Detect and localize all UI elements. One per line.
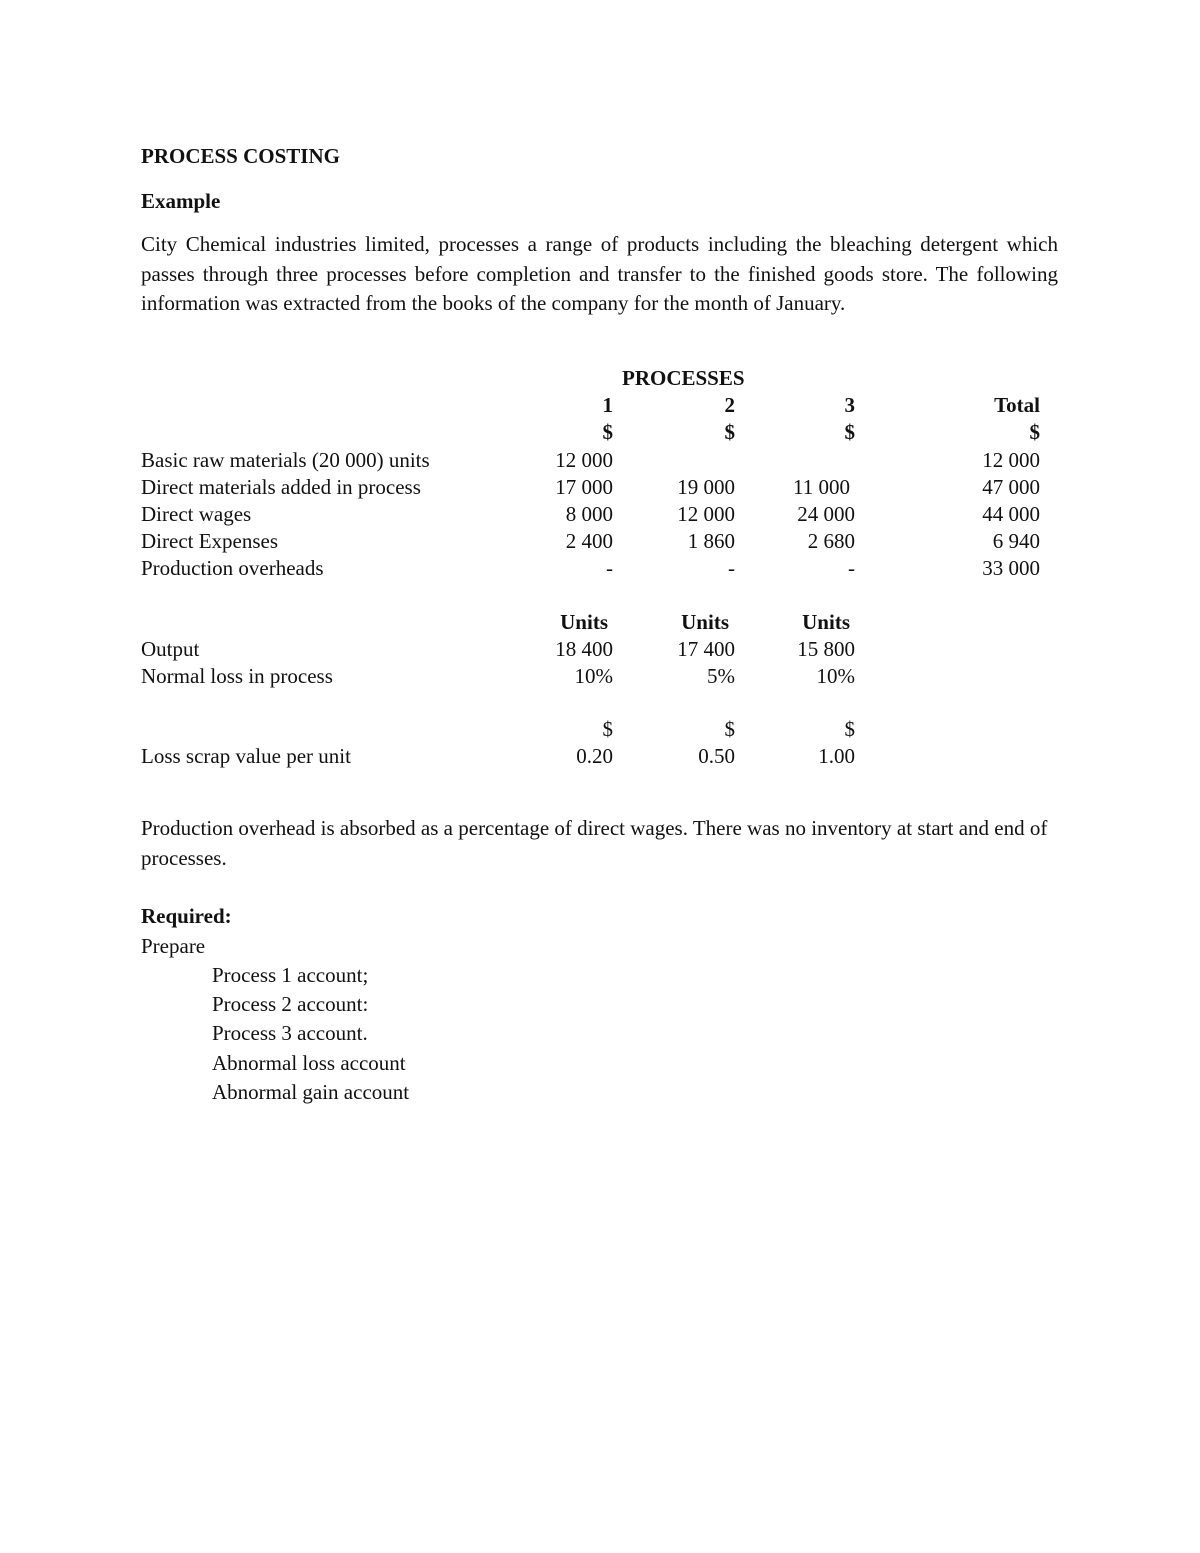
cell-output-3: 15 800: [797, 637, 855, 661]
cell-direct-wages-total: 44 000: [982, 502, 1040, 526]
units-header-1: Units: [560, 610, 608, 634]
intro-paragraph: City Chemical industries limited, processes a range of products including the bleaching detergent which passes through three processes before completion and transfer to the finished goods store. The following information was extracted from the books of the company for the month of January.: [141, 232, 1058, 315]
row-label-scrap-value: Loss scrap value per unit: [141, 744, 351, 768]
cell-direct-materials-3: 11 000: [793, 475, 850, 499]
row-label-production-overheads: Production overheads: [141, 556, 324, 580]
cell-direct-expenses-total: 6 940: [992, 529, 1040, 553]
currency-1: $: [602, 420, 613, 444]
required-item: Process 2 account:: [212, 992, 369, 1016]
row-label-direct-materials: Direct materials added in process: [141, 475, 421, 499]
col-header-1: 1: [602, 393, 613, 417]
cell-direct-wages-2: 12 000: [677, 502, 735, 526]
row-label-normal-loss: Normal loss in process: [141, 664, 333, 688]
row-label-direct-wages: Direct wages: [141, 502, 252, 526]
units-header-3: Units: [802, 610, 850, 634]
cell-scrap-1: 0.20: [576, 744, 613, 768]
required-item: Abnormal gain account: [212, 1080, 410, 1104]
cell-direct-materials-2: 19 000: [677, 475, 735, 499]
col-header-total: Total: [994, 393, 1040, 417]
cell-overheads-2: -: [728, 556, 735, 580]
cell-direct-expenses-1: 2 400: [565, 529, 613, 553]
cell-output-1: 18 400: [555, 637, 613, 661]
cell-scrap-3: 1.00: [818, 744, 855, 768]
required-item: Process 1 account;: [212, 963, 369, 987]
currency-total: $: [1029, 420, 1040, 444]
cell-direct-wages-1: 8 000: [565, 502, 613, 526]
cell-raw-materials-total: 12 000: [982, 448, 1040, 472]
required-item: Abnormal loss account: [212, 1051, 406, 1075]
row-label-direct-expenses: Direct Expenses: [141, 529, 279, 553]
currency-3: $: [844, 420, 855, 444]
cell-overheads-1: -: [606, 556, 613, 580]
page-title: PROCESS COSTING: [141, 144, 340, 168]
required-item: Process 3 account.: [212, 1021, 368, 1045]
cell-normal-loss-1: 10%: [574, 664, 613, 688]
cell-normal-loss-3: 10%: [816, 664, 855, 688]
cell-direct-expenses-2: 1 860: [687, 529, 735, 553]
cell-overheads-3: -: [848, 556, 855, 580]
cell-direct-materials-total: 47 000: [982, 475, 1040, 499]
prepare-label: Prepare: [141, 934, 206, 958]
cell-scrap-2: 0.50: [698, 744, 735, 768]
cell-direct-wages-3: 24 000: [797, 502, 855, 526]
currency-2: $: [724, 420, 735, 444]
scrap-currency-1: $: [602, 717, 613, 741]
cell-direct-expenses-3: 2 680: [807, 529, 855, 553]
processes-header: PROCESSES: [622, 366, 745, 390]
units-header-2: Units: [681, 610, 729, 634]
col-header-2: 2: [724, 393, 735, 417]
cell-normal-loss-2: 5%: [707, 664, 735, 688]
col-header-3: 3: [844, 393, 855, 417]
row-label-output: Output: [141, 637, 200, 661]
required-heading: Required:: [141, 904, 232, 928]
cell-output-2: 17 400: [677, 637, 735, 661]
cell-raw-materials-1: 12 000: [555, 448, 613, 472]
note-paragraph: Production overhead is absorbed as a percentage of direct wages. There was no inventory at start and end of processes.: [141, 816, 1048, 870]
scrap-currency-3: $: [844, 717, 855, 741]
cell-overheads-total: 33 000: [982, 556, 1040, 580]
row-label-raw-materials: Basic raw materials (20 000) units: [141, 448, 430, 472]
cell-direct-materials-1: 17 000: [555, 475, 613, 499]
scrap-currency-2: $: [724, 717, 735, 741]
example-heading: Example: [141, 189, 221, 213]
